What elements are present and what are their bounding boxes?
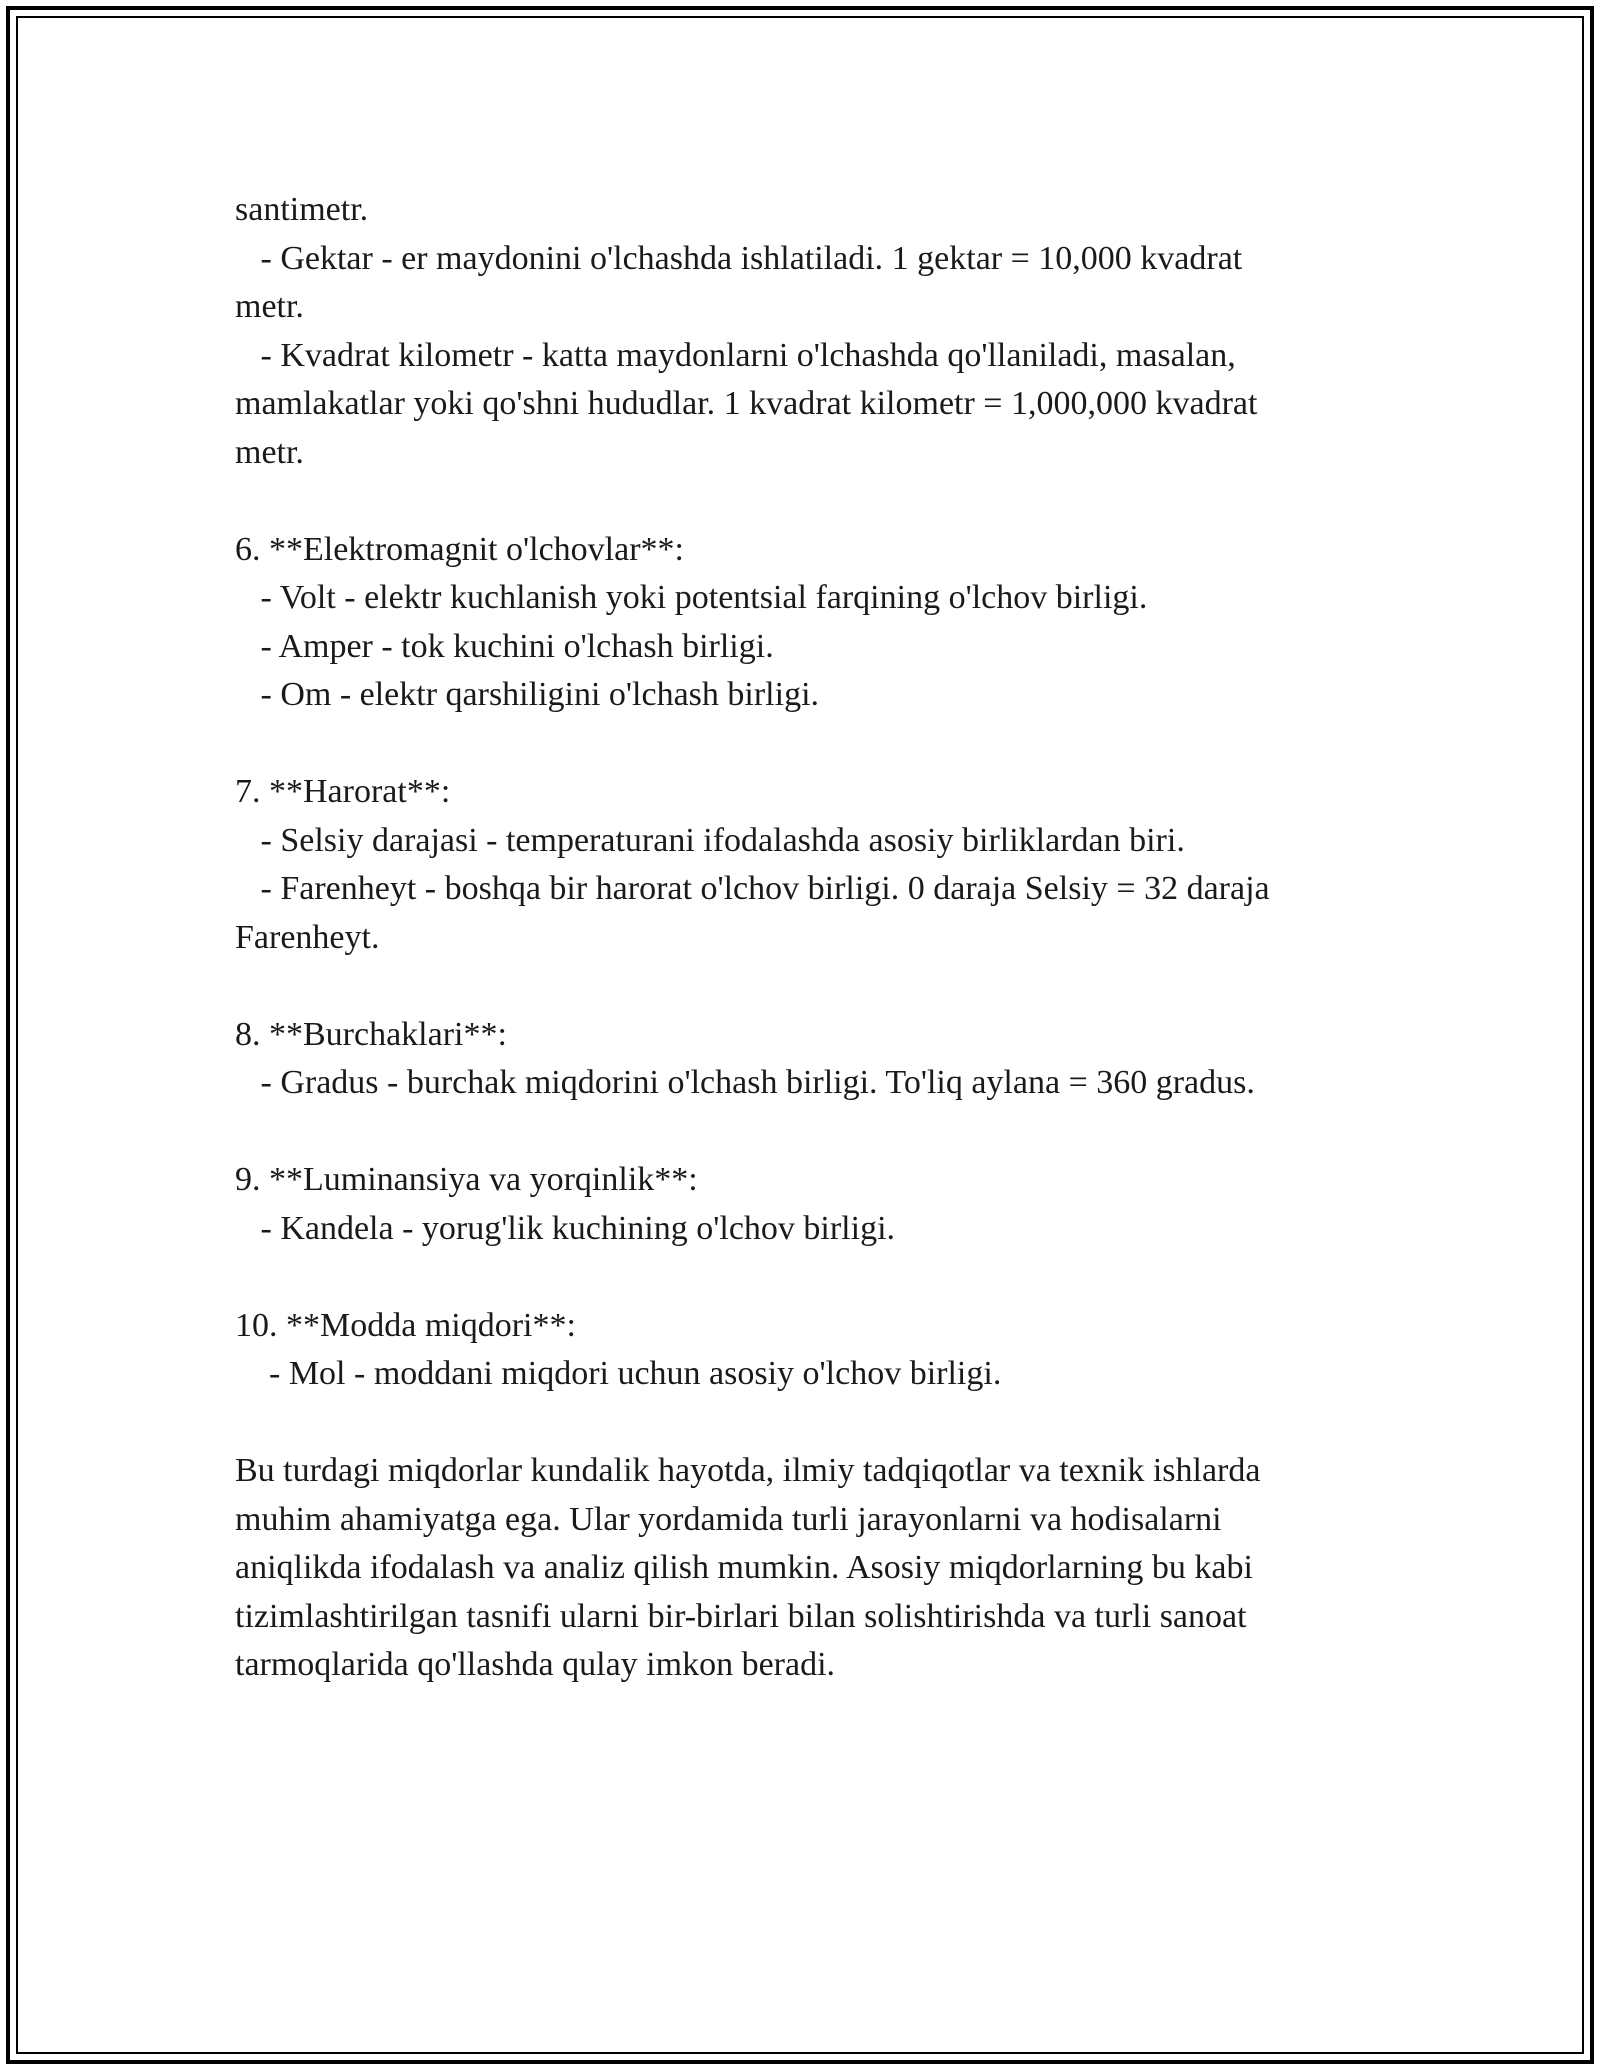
text-line: metr. xyxy=(235,433,304,471)
text-line: Bu turdagi miqdorlar kundalik hayotda, ilmiy tadqiqotlar va texnik ishlarda xyxy=(235,1452,1261,1489)
text-line: 9. **Luminansiya va yorqinlik**: xyxy=(235,1161,698,1198)
text-line: 7. **Harorat**: xyxy=(235,773,451,810)
text-line: muhim ahamiyatga ega. Ular yordamida turli jarayonlarni va hodisalarni xyxy=(235,1500,1222,1538)
text-line: - Volt - elektr kuchlanish yoki potentsial farqining o'lchov birligi. xyxy=(235,579,1148,616)
text-line: aniqlikda ifodalash va analiz qilish mumkin. Asosiy miqdorlarning bu kabi xyxy=(235,1549,1253,1586)
text-line: - Gradus - burchak miqdorini o'lchash birligi. To'liq aylana = 360 gradus. xyxy=(235,1064,1255,1101)
text-line: santimetr. xyxy=(235,191,369,228)
text-line: 10. **Modda miqdori**: xyxy=(235,1306,576,1344)
text-line: - Om - elektr qarshiligini o'lchash birligi. xyxy=(235,676,820,713)
text-line: 6. **Elektromagnit o'lchovlar**: xyxy=(235,530,684,568)
text-line: - Selsiy darajasi - temperaturani ifodalashda asosiy birliklardan biri. xyxy=(235,821,1185,859)
text-line: - Mol - moddani miqdori uchun asosiy o'lchov birligi. xyxy=(235,1355,1002,1392)
text-line: metr. xyxy=(235,288,304,325)
text-line: Farenheyt. xyxy=(235,918,380,956)
text-line: mamlakatlar yoki qo'shni hududlar. 1 kvadrat kilometr = 1,000,000 kvadrat xyxy=(235,385,1258,422)
blank-line xyxy=(235,1253,1375,1302)
blank-line xyxy=(235,962,1375,1011)
text-line: - Amper - tok kuchini o'lchash birligi. xyxy=(235,627,774,665)
blank-line xyxy=(235,1399,1375,1448)
text-line: - Kvadrat kilometr - katta maydonlarni o'lchashda qo'llaniladi, masalan, xyxy=(235,336,1236,374)
text-line: tarmoqlarida qo'llashda qulay imkon beradi. xyxy=(235,1646,836,1683)
text-line: - Kandela - yorug'lik kuchining o'lchov birligi. xyxy=(235,1209,896,1247)
text-line: tizimlashtirilgan tasnifi ularni bir-birlari bilan solishtirishda va turli sanoat xyxy=(235,1597,1247,1635)
blank-line xyxy=(235,1108,1375,1157)
blank-line xyxy=(235,720,1375,769)
text-line: - Gektar - er maydonini o'lchashda ishlatiladi. 1 gektar = 10,000 kvadrat xyxy=(235,239,1243,277)
text-line: 8. **Burchaklari**: xyxy=(235,1015,507,1053)
document-body xyxy=(235,186,1375,1690)
text-line: - Farenheyt - boshqa bir harorat o'lchov birligi. 0 daraja Selsiy = 32 daraja xyxy=(235,870,1270,907)
blank-line xyxy=(235,477,1375,526)
